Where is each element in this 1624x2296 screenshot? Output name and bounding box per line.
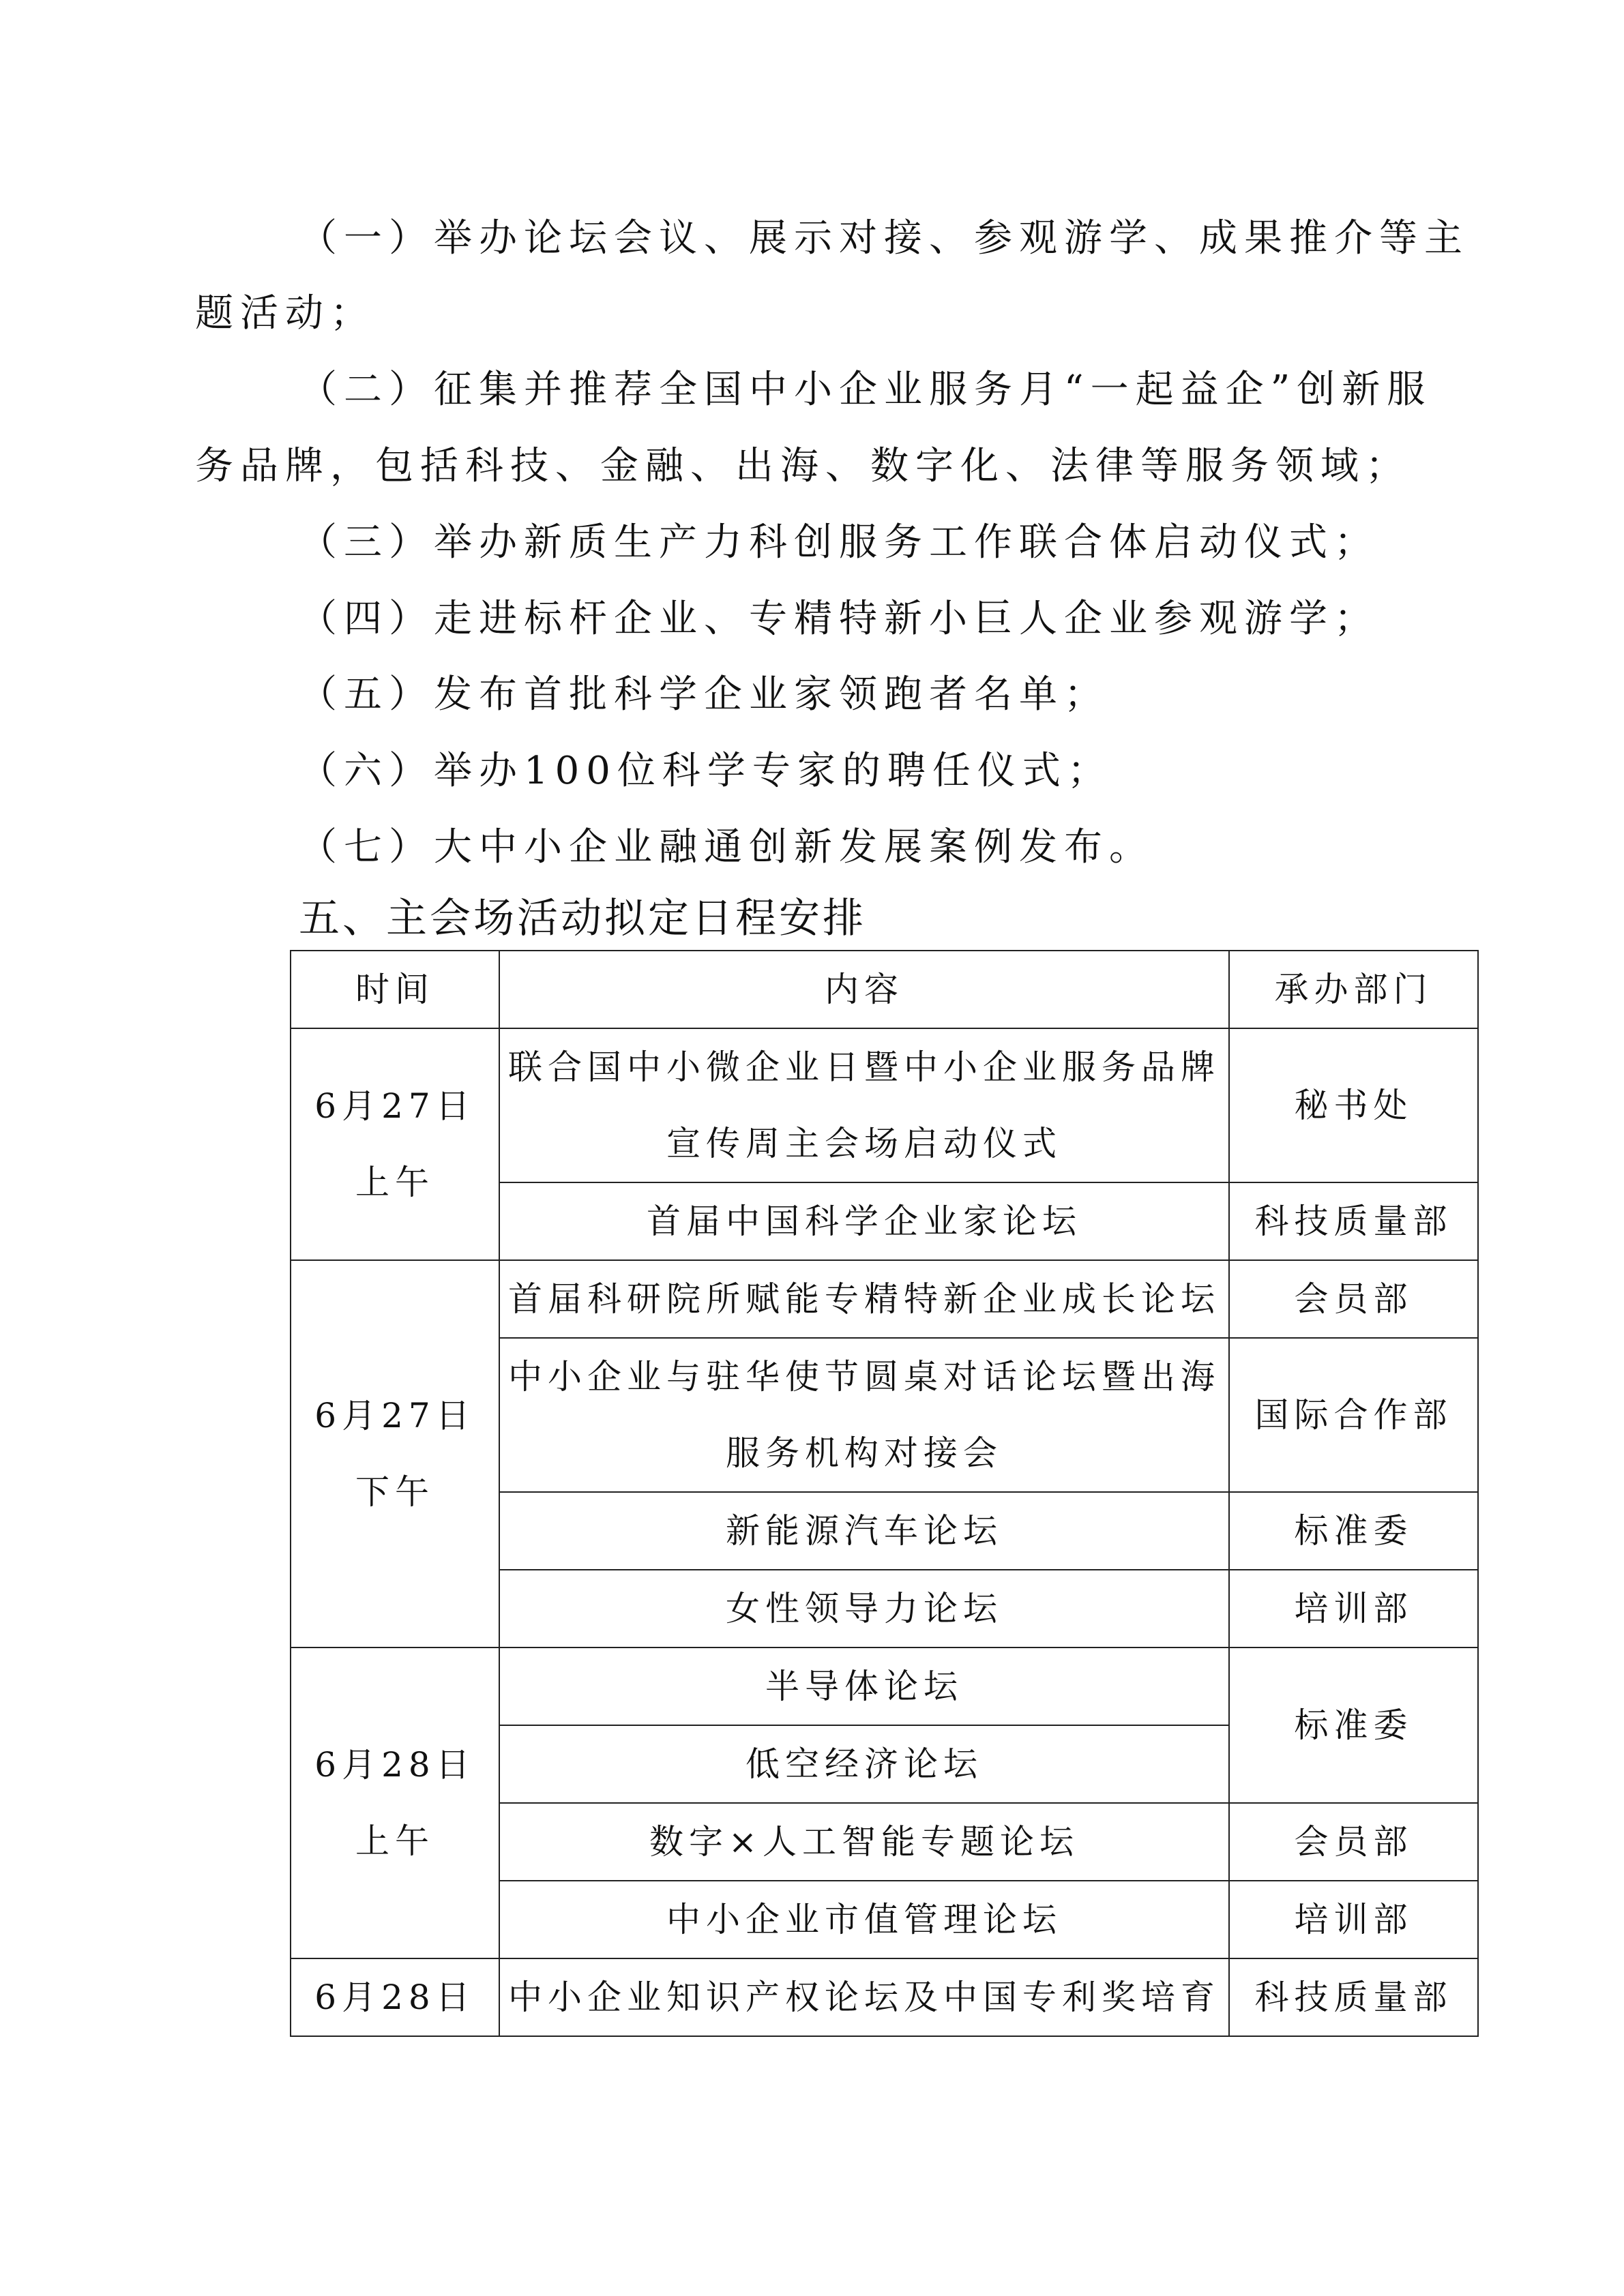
dept-cell: 秘书处 — [1229, 1028, 1478, 1182]
content-cell: 首届科研院所赋能专精特新企业成长论坛 — [499, 1260, 1229, 1338]
list-item-1-line2: 题活动； — [195, 291, 375, 336]
list-item-3: （三）举办新质生产力科创服务工作联合体启动仪式； — [299, 520, 1379, 565]
table-row — [291, 1958, 1478, 2036]
header-content: 内容 — [499, 951, 1229, 1028]
table-row — [291, 1028, 1478, 1182]
time-date: 6月27日 — [314, 1396, 475, 1435]
time-cell — [291, 1028, 499, 1260]
content-cell: 低空经济论坛 — [499, 1725, 1229, 1803]
table-header-row — [291, 951, 1478, 1028]
schedule-table — [290, 950, 1479, 2037]
list-item-5: （五）发布首批科学企业家领跑者名单； — [299, 672, 1109, 717]
dept-cell: 培训部 — [1229, 1881, 1478, 1958]
dept-cell: 国际合作部 — [1229, 1338, 1478, 1492]
content-line: 中小企业与驻华使节圆桌对话论坛暨出海 — [508, 1357, 1220, 1397]
list-item-6: （六）举办100位科学专家的聘任仪式； — [299, 749, 1112, 793]
header-time: 时间 — [291, 951, 499, 1028]
list-item-1-line1: （一）举办论坛会议、展示对接、参观游学、成果推介等主 — [299, 216, 1469, 260]
content-cell: 女性领导力论坛 — [499, 1570, 1229, 1648]
time-date: 6月27日 — [314, 1086, 475, 1126]
content-line: 宣传周主会场启动仪式 — [666, 1124, 1062, 1163]
list-item-4: （四）走进标杆企业、专精特新小巨人企业参观游学； — [299, 597, 1379, 641]
header-dept: 承办部门 — [1229, 951, 1478, 1028]
content-line: 联合国中小微企业日暨中小企业服务品牌 — [508, 1047, 1220, 1087]
time-date: 6月28日 — [314, 1745, 475, 1785]
content-cell: 数字×人工智能专题论坛 — [499, 1803, 1229, 1881]
dept-cell: 科技质量部 — [1229, 1182, 1478, 1260]
content-line: 服务机构对接会 — [726, 1433, 1003, 1473]
content-cell: 首届中国科学企业家论坛 — [499, 1182, 1229, 1260]
time-cell: 6月28日 — [291, 1958, 499, 2036]
time-cell — [291, 1260, 499, 1648]
time-cell — [291, 1648, 499, 1958]
section-heading: 五、主会场活动拟定日程安排 — [299, 895, 866, 942]
content-cell: 新能源汽车论坛 — [499, 1492, 1229, 1570]
content-cell — [499, 1028, 1229, 1182]
content-cell: 中小企业市值管理论坛 — [499, 1881, 1229, 1958]
table-row — [291, 1648, 1478, 1725]
list-item-7: （七）大中小企业融通创新发展案例发布。 — [299, 825, 1154, 869]
content-cell: 半导体论坛 — [499, 1648, 1229, 1725]
list-item-2-line1: （二）征集并推荐全国中小企业服务月“一起益企”创新服 — [299, 368, 1432, 412]
dept-cell: 会员部 — [1229, 1803, 1478, 1881]
dept-cell: 培训部 — [1229, 1570, 1478, 1648]
dept-cell: 标准委 — [1229, 1492, 1478, 1570]
time-period: 下午 — [355, 1472, 434, 1512]
time-period: 上午 — [355, 1163, 434, 1202]
dept-cell: 会员部 — [1229, 1260, 1478, 1338]
dept-cell: 科技质量部 — [1229, 1958, 1478, 2036]
table-row — [291, 1260, 1478, 1338]
dept-cell: 标准委 — [1229, 1648, 1478, 1803]
time-period: 上午 — [355, 1821, 434, 1861]
list-item-2-line2: 务品牌，包括科技、金融、出海、数字化、法律等服务领域； — [195, 444, 1411, 488]
content-cell — [499, 1338, 1229, 1492]
content-cell: 中小企业知识产权论坛及中国专利奖培育 — [499, 1958, 1229, 2036]
